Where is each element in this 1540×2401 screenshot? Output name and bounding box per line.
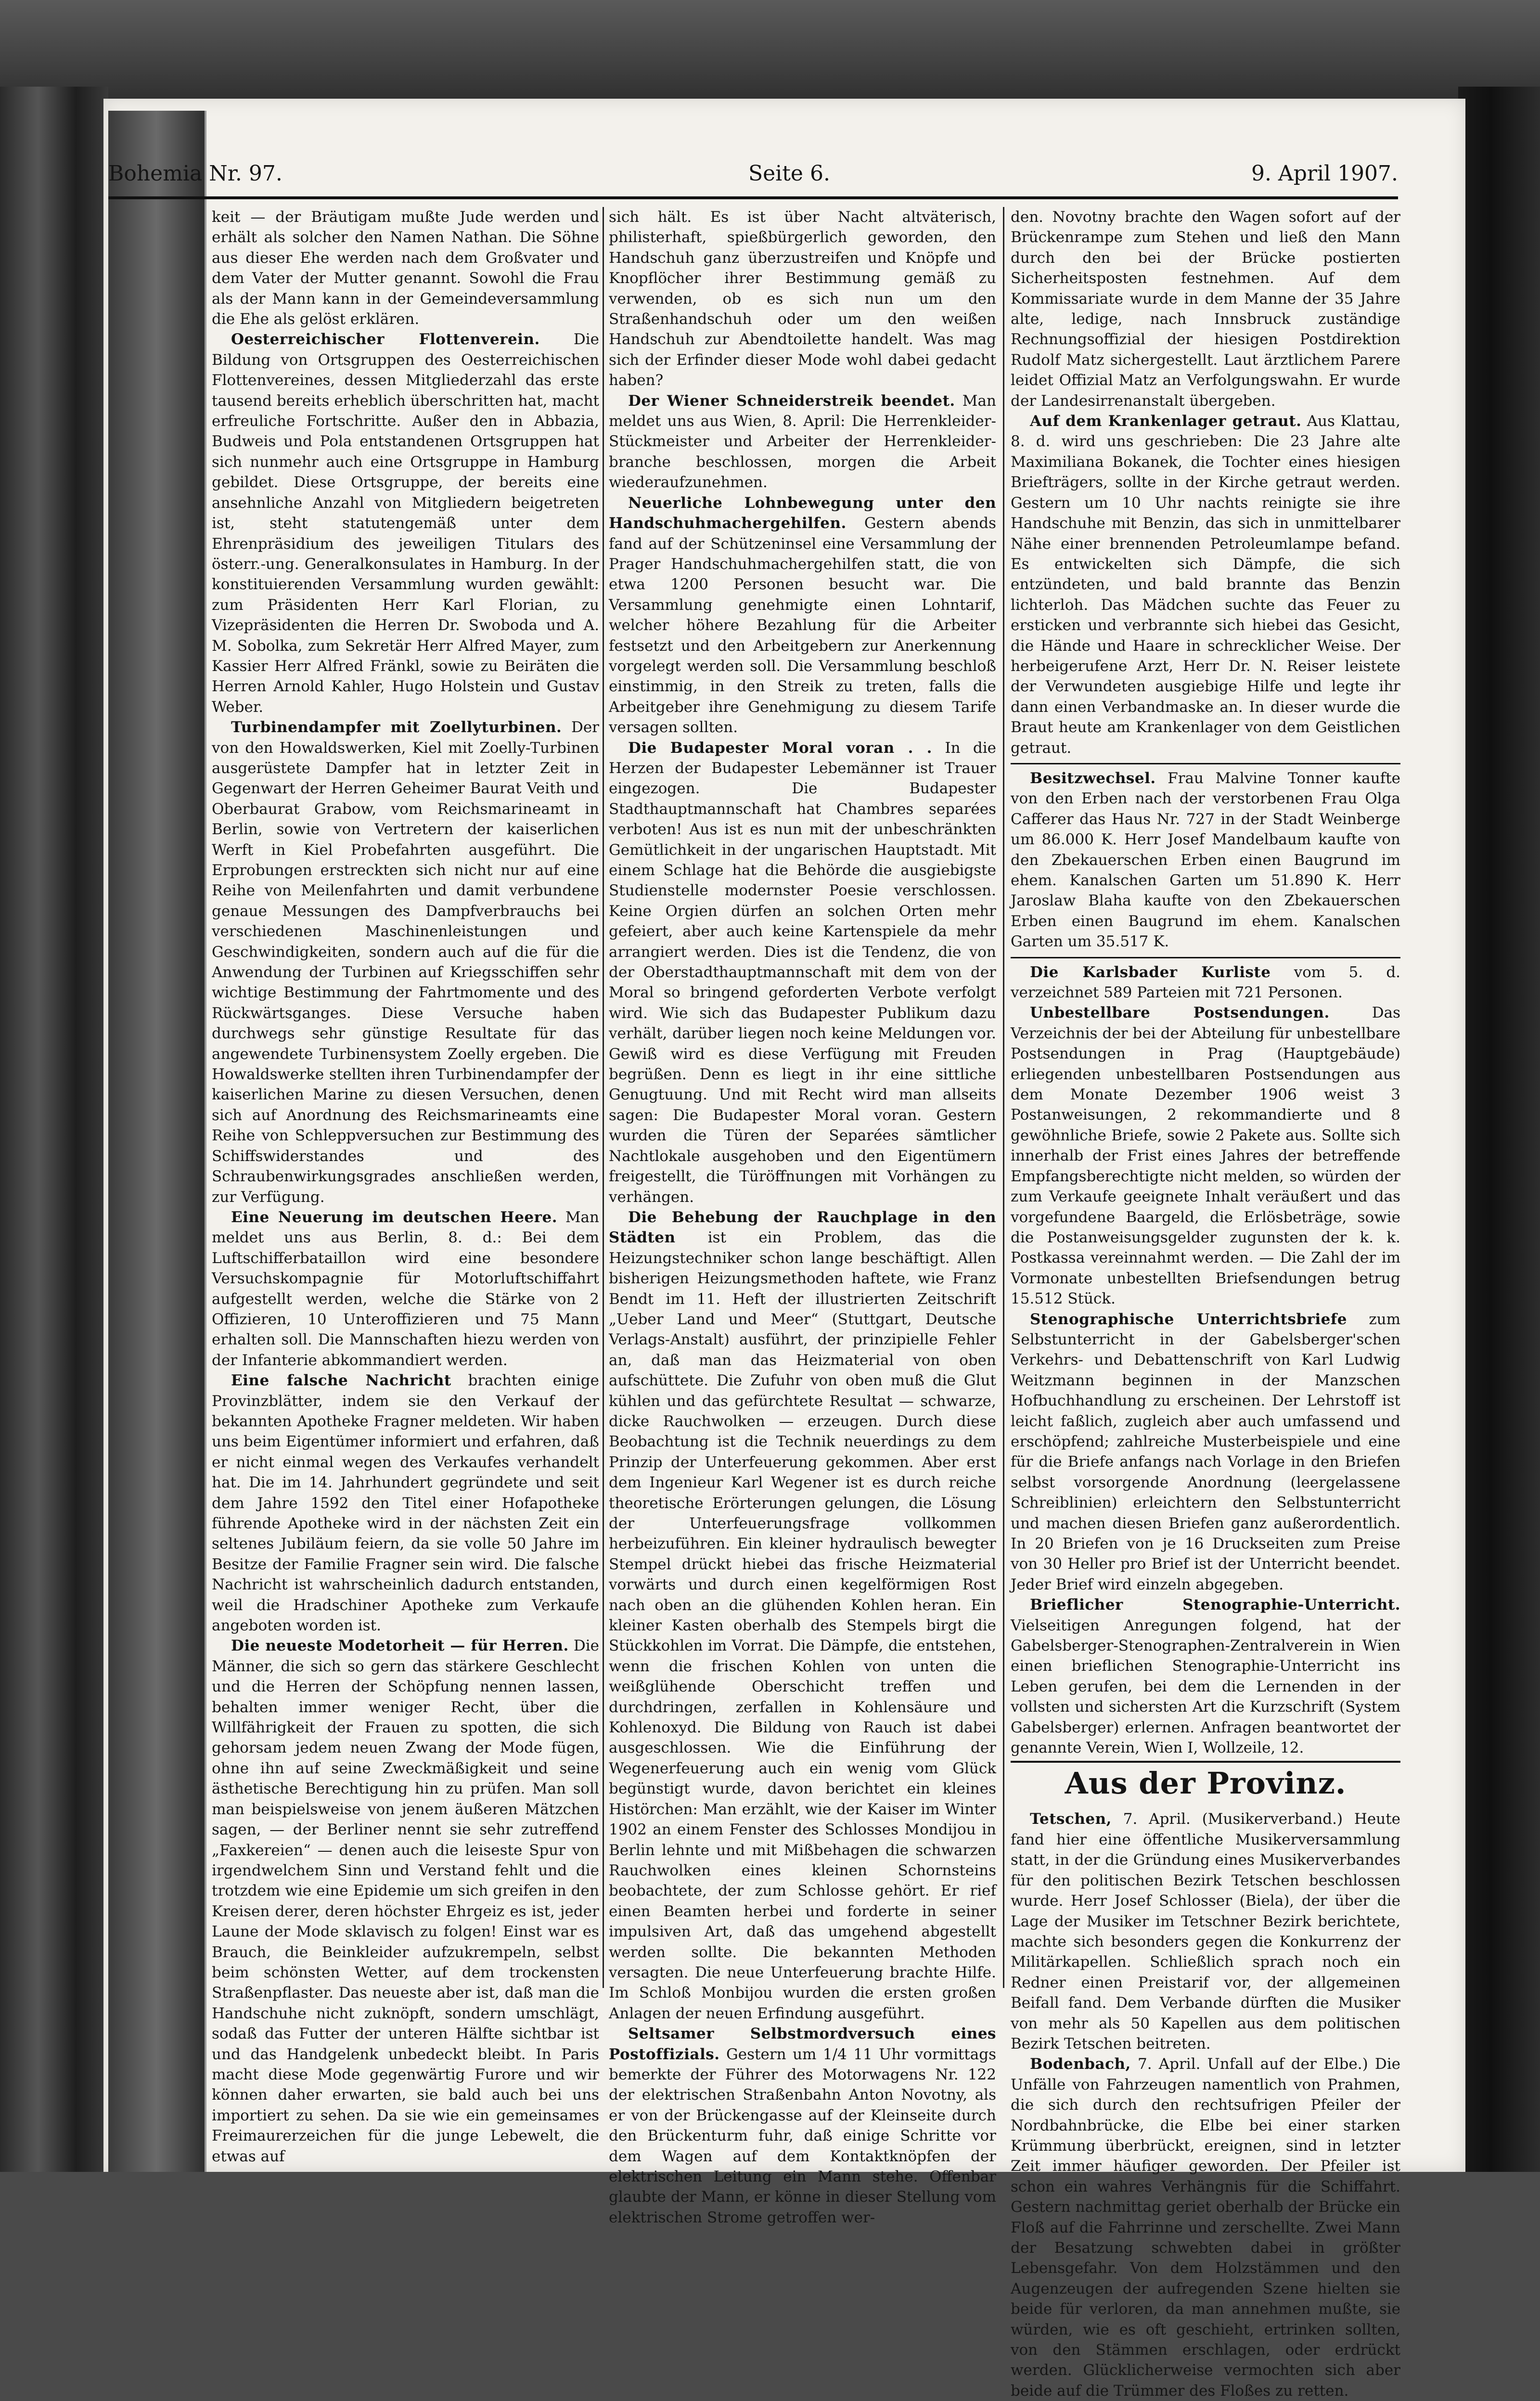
page-number: Seite 6. bbox=[748, 161, 830, 186]
article-body: Vielseitigen Anregungen folgend, hat der Gabelsberger-Stenographen-Zentralverein in Wien einen brieflichen Stenographie-Unterricht ins Leben gerufen, bei dem die Lernenden in der vollsten und sichersten Art die Kurzschrift (System Gabelsberger) erlernen. Anfragen beantwortet der genannte Verein, Wien I, Wollzeile, 12. bbox=[1011, 1616, 1400, 1757]
section-heading: Aus der Provinz. bbox=[1011, 1761, 1400, 1804]
article-budapester-moral bbox=[609, 738, 996, 1207]
page-binding-edge bbox=[108, 111, 205, 2172]
article-body: Man meldet uns aus Wien, 8. April: Die Herrenkleider-Stückmeister und Arbeiter der Herrenkleider-branche beschlossen, morgen die Arbeit wiederaufzunehmen. bbox=[609, 392, 996, 491]
section-rule bbox=[1011, 763, 1400, 764]
article-headline: Die Behebung der Rauchplage in den Städten bbox=[609, 1208, 996, 1247]
column-2 bbox=[609, 207, 997, 2226]
scanner-background-top bbox=[0, 0, 1540, 111]
article-headline: Stenographische Unterrichtsbriefe bbox=[1030, 1310, 1347, 1328]
article-postsendungen bbox=[1011, 1003, 1400, 1309]
article-rauchplage bbox=[609, 1207, 996, 2024]
article-bodenbach bbox=[1011, 2054, 1400, 2401]
article-headline: Brieflicher Stenographie-Unterricht. bbox=[1030, 1596, 1400, 1614]
article-headline: Oesterreichischer Flottenverein. bbox=[231, 331, 540, 349]
article-body: brachten einige Provinzblätter, indem sie den Verkauf der bekannten Apotheke Fragner meldeten. Wir haben uns beim Eigentümer informiert und erfahren, daß er nicht einmal wegen des Verkaufes verhandelt hat. Die im 14. Jahrhundert gegründete und seit dem Jahre 1592 den Titel einer Hofapotheke führende Apotheke wird in der nächsten Zeit ein seltenes Jubiläum feiern, da sie volle 50 Jahre im Besitze der Familie Fragner sein wird. Die falsche Nachricht ist wahrscheinlich dadurch entstanden, weil die Hradschiner Apotheke zum Verkaufe angeboten worden ist. bbox=[212, 1372, 599, 1635]
article-headline: Die Budapester Moral voran . . bbox=[628, 739, 932, 757]
article-headline: Auf dem Krankenlager getraut. bbox=[1030, 413, 1302, 430]
article-lohnbewegung bbox=[609, 493, 996, 738]
article-selbstmordversuch bbox=[609, 2024, 996, 2228]
issue-date: 9. April 1907. bbox=[1251, 161, 1398, 186]
article-heer bbox=[212, 1207, 599, 1370]
article-headline: Eine falsche Nachricht bbox=[231, 1372, 451, 1390]
article-besitzwechsel bbox=[1011, 768, 1400, 952]
article-body: Gestern abends fand auf der Schützeninsel eine Versammlung der Prager Handschuhmachergehilfen statt, die von etwa 1200 Personen besucht war. Die Versammlung genehmigte einen Lohntarif, welcher höhere Bezahlung für die Arbeiter festsetzt und den Arbeitgebern zur Anerkennung vorgelegt werden soll. Die Versammlung beschloß einstimmig, in den Streik zu treten, falls die Arbeitgeber ihre Genehmigung zu diesem Tarife versagen sollten. bbox=[609, 515, 996, 736]
article-headline: Der Wiener Schneiderstreik beendet. bbox=[628, 392, 955, 410]
page-header bbox=[108, 156, 1398, 195]
article-stenographie-unterricht bbox=[1011, 1595, 1400, 1758]
article-body: Man meldet uns aus Berlin, 8. d.: Bei dem Luftschifferbataillon wird eine besondere Versuchskompagnie für Motorluftschiffahrt aufgestellt werden, welche die Stärke von 2 Offizieren, 10 Unteroffizieren und 75 Mann erhalten soll. Die Mannschaften hiezu werden von der Infanterie abkommandiert werden. bbox=[212, 1208, 600, 1369]
article-headline: Turbinendampfer mit Zoellyturbinen. bbox=[231, 719, 562, 736]
column-1 bbox=[212, 207, 600, 2165]
article-body: 7. April. (Musikerverband.) Heute fand hier eine öffentliche Musikerversammlung statt, in der die Gründung eines Musikerverbandes für den politischen Bezirk Tetschen beschlossen wurde. Herr Josef Schlosser (Biela), der über die Lage der Musiker im Tetschner Bezirk berichtete, machte sich besonders gegen die Konkurrenz der Militärkapellen. Schließlich sprach noch ein Redner einen Preistarif vor, der allgemeinen Beifall fand. Dem Verbande dürften die Musiker von mehr als 50 Kapellen aus dem politischen Bezirk Tetschen beitreten. bbox=[1011, 1810, 1401, 2052]
article-schneiderstreik bbox=[609, 391, 996, 493]
newspaper-title: Bohemia Nr. 97. bbox=[108, 161, 282, 186]
article-body: vom 5. d. verzeichnet 589 Parteien mit 721 Personen. bbox=[1011, 963, 1401, 1002]
article-body: ist ein Problem, das die Heizungstechniker schon lange beschäftigt. Allen bisherigen Heizungsmethoden haftete, wie Franz Bendt im 11. Heft der illustrierten Zeitschrift „Ueber Land und Meer“ (Stuttgart, Deutsche Verlags-Anstalt) ausführt, der prinzipielle Fehler an, daß man das Heizmaterial von oben aufschüttete. Die Zufuhr von oben muß die Glut kühlen und das gefürchtete Resultat — schwarze, dicke Rauchwolken — erzeugen. Durch diese Beobachtung ist die Technik neuerdings zu dem Prinzip der Unterfeuerung gekommen. Aber erst dem Ingenieur Karl Wegener ist es durch reiche theoretische Erörterungen gelungen, die Lösung der Unterfeuerungsfrage vollkommen herbeizuführen. Ein kleiner hydraulisch bewegter Stempel drückt hiebei das frische Heizmaterial vorwärts und durch einen kegelförmigen Rost nach oben an die glühenden Kohlen heran. Ein kleiner Kasten oberhalb des Stempels birgt die Stückkohlen im Vorrat. Die Dämpfe, die entstehen, wenn die frischen Kohlen von unten die weißglühende Oberschicht treffen und durchdringen, zerfallen in Kohlensäure und Kohlenoxyd. Die Bildung von Rauch ist dabei ausgeschlossen. Wie die Einführung der Wegenerfeuerung auch ein wenig vom Glück begünstigt wurde, davon berichtet ein kleines Histörchen: Man erzählt, wie der Kaiser im Winter 1902 an einem Fenster des Schlosses Mondijou in Berlin lehnte und mit Mißbehagen die schwarzen Rauchwolken eines kleinen Schornsteins beobachtete, der zum Schlosse gehört. Er rief einen Beamten herbei und forderte in seiner impulsiven Art, daß das umgehend abgestellt werden sollte. Die bekannten Methoden versagten. Die neue Unterfeuerung brachte Hilfe. Im Schloß Monbijou wurden die ersten großen Anlagen der neuen Erfindung ausgeführt. bbox=[609, 1229, 996, 2022]
article-body: Gestern um 1/4 11 Uhr vormittags bemerkte der Führer des Motorwagens Nr. 122 der elektrischen Straßenbahn Anton Novotny, als er von der Brückengasse auf der Kleinseite durch den Brückenturm fuhr, daß einige Schritte vor dem Wagen auf dem Kontaktknöpfen der elektrischen Leitung ein Mann stehe. Offenbar glaubte der Mann, er könne in dieser Stellung vom elektrischen Strome getroffen wer- bbox=[609, 2045, 996, 2226]
article-continuation: den. Novotny brachte den Wagen sofort auf der Brückenrampe zum Stehen und ließ den Mann durch den bei der Brücke postierten Sicherheitsposten festnehmen. Auf dem Kommissariate wurde in dem Manne der 35 Jahre alte, ledige, nach Innsbruck zuständige Rechnungsoffizial der hiesigen Postdirektion Rudolf Matz sichergestellt. Laut ärztlichem Parere leidet Offizial Matz an Verfolgungswahn. Er wurde der Landesirrenanstalt übergeben. bbox=[1011, 208, 1400, 410]
scanner-background-left bbox=[0, 87, 108, 2172]
article-headline: Besitzwechsel. bbox=[1030, 769, 1156, 787]
column-3 bbox=[1011, 207, 1401, 2400]
article-headline: Bodenbach, bbox=[1030, 2055, 1131, 2073]
article-headline: Tetschen, bbox=[1030, 1810, 1112, 1828]
article-headline: Die Karlsbader Kurliste bbox=[1030, 963, 1271, 981]
article-flottenverein bbox=[212, 329, 599, 717]
article-body: In die Herzen der Budapester Lebemänner ist Trauer eingezogen. Die Budapester Stadthauptmannschaft hat Chambres separées verboten! Aus ist es nun mit der unbeschränkten Gemütlichkeit in der ungarischen Hauptstadt. Mit einem Schlage hat die Behörde die ausgiebigste Studienstelle modernster Poesie verschlossen. Keine Orgien dürfen an solchen Orten mehr gefeiert, aber auch keine Kartenspiele da mehr arrangiert werden. Dies ist die Tendenz, die von der Oberstadthauptmannschaft mit dem von der Moral so bringend geforderten Verbote verfolgt wird. Wie sich das Budapester Publikum dazu verhält, darüber liegen noch keine Meldungen vor. Gewiß wird es diese Verfügung mit Freuden begrüßen. Denn es liegt in ihr eine sittliche Genugtuung. Und mit Recht wird man allseits sagen: Die Budapester Moral voran. Gestern wurden die Türen der Separées sämtlicher Nachtlokale ausgehoben und den Eigentümern freigestellt, die Türöffnungen mit Vorhängen zu verhängen. bbox=[609, 739, 997, 1206]
column-divider-2 bbox=[1003, 207, 1004, 1988]
article-turbinendampfer bbox=[212, 717, 599, 1207]
scanner-background-right bbox=[1458, 87, 1540, 2172]
article-body: zum Selbstunterricht in der Gabelsberger'schen Verkehrs- und Debattenschrift von Karl Ludwig Weitzmann beginnen in der Manzschen Hofbuchhandlung zu erscheinen. Der Lehrstoff ist leicht faßlich, zugleich aber auch umfassend und erschöpfend; zahlreiche Musterbeispiele und eine für die Briefe anfangs nach Vorlage in den Briefen selbst vorsorgende Anordnung (leergelassene Schreiblinien) erleichtern den Selbstunterricht und machen diesen Briefen ganz außerordentlich. In 20 Briefen von je 16 Druckseiten zum Preise von 30 Heller pro Brief ist der Unterricht beendet. Jeder Brief wird einzeln abgegeben. bbox=[1011, 1310, 1401, 1593]
article-headline: Eine Neuerung im deutschen Heere. bbox=[231, 1208, 558, 1226]
page-edge-line bbox=[205, 111, 206, 2172]
article-headline: Seltsamer Selbstmordversuch eines Postoffizials. bbox=[609, 2025, 996, 2063]
article-body: Aus Klattau, 8. d. wird uns geschrieben: Die 23 Jahre alte Maximiliana Bokanek, die Tochter eines hiesigen Briefträgers, sollte in der Kirche getraut werden. Gestern um 10 Uhr nachts reinigte sie ihre Handschuhe mit Benzin, das sich in unmittelbarer Nähe einer brennenden Petroleumlampe befand. Es entwickelten sich Dämpfe, die sich entzündeten, und bald brannte das Benzin lichterloh. Das Mädchen suchte das Feuer zu ersticken und verbrannte sich hiebei das Gesicht, die Hände und Haare in schrecklicher Weise. Der herbeigerufene Arzt, Herr Dr. N. Reiser leistete der Verwundeten ausgiebige Hilfe und legte ihr dann einen Verbandmaske an. In dieser wurde die Braut heute am Krankenlager von dem Geistlichen getraut. bbox=[1011, 413, 1401, 757]
article-body: Der von den Howaldswerken, Kiel mit Zoelly-Turbinen ausgerüstete Dampfer hat in letzter Zeit in Gegenwart der Herren Geheimer Baurat Veith und Oberbaurat Grabow, vom Reichsmarineamt in Berlin, sowie von Vertretern der kaiserlichen Werft in Kiel Probefahrten ausgeführt. Die Erprobungen erstreckten sich nicht nur auf eine Reihe von Meilenfahrten und damit verbundene genaue Messungen des Dampfverbrauchs bei verschiedenen Maschinenleistungen und Geschwindigkeiten, sondern auch auf die für die Anwendung der Turbinen auf Kriegsschiffen sehr wichtige Bestimmung der Fahrtmomente und des Rückwärtsganges. Diese Versuche haben durchwegs sehr günstige Resultate für das angewendete Turbinensystem Zoelly ergeben. Die Howaldswerke stellten ihren Turbinendampfer der kaiserlichen Marine zu diesen Versuchen, denen sich auf Anordnung des Reichsmarineamts eine Reihe von Schleppversuchen zur Bestimmung des Schiffswiderstandes und des Schraubenwirkungsgrades anschließen werden, zur Verfügung. bbox=[212, 719, 599, 1206]
article-body: Die Männer, die sich so gern das stärkere Geschlecht und die Herren der Schöpfung nennen lassen, behalten immer weniger Recht, über die Willfährigkeit der Frauen zu spotten, die sich gehorsam jedem neuen Zwang der Mode fügen, ohne ihn auf seine Zweckmäßigkeit und seine ästhetische Berechtigung hin zu prüfen. Man soll man beispielsweise von jenem äußeren Mätzchen sagen, — der Berliner nennt sie sehr zutreffend „Faxkereien“ — denen auch die leiseste Spur von irgendwelchem Sinn und Verstand fehlt und die trotzdem wie eine Epidemie um sich greifen in den Kreisen derer, deren höchster Ehrgeiz es ist, jeder Laune der Mode sklavisch zu folgen! Einst war es Brauch, die Beinkleider aufzukrempeln, selbst beim schönsten Wetter, auf dem trockensten Straßenpflaster. Das neueste aber ist, daß man die Handschuhe nicht zuknöpft, sondern umschlägt, sodaß das Futter der unteren Hälfte sichtbar ist und das Handgelenk unbedeckt bleibt. In Paris macht diese Mode gegenwärtig Furore und wir können daher erwarten, sie bald auch bei uns importiert zu sehen. Da sie wie ein gemeinsames Freimaurerzeichen für die junge Lebewelt, die etwas auf bbox=[212, 1637, 599, 2165]
article-headline: Neuerliche Lohnbewegung unter den Handschuhmachergehilfen. bbox=[609, 494, 996, 532]
article-tetschen bbox=[1011, 1809, 1400, 2054]
article-body: Die Bildung von Ortsgruppen des Oesterreichischen Flottenvereines, dessen Mitgliederzahl das erste tausend bereits erheblich überschritten hat, macht erfreuliche Fortschritte. Außer den in Abbazia, Budweis und Pola entstandenen Ortsgruppen hat sich nunmehr auch eine Ortsgruppe in Hamburg gebildet. Diese Ortsgruppe, der bereits eine ansehnliche Anzahl von Mitgliedern beigetreten ist, steht statutengemäß unter dem Ehrenpräsidium des jeweiligen Titulars des österr.-ung. Generalkonsulates in Hamburg. In der konstituierenden Versammlung wurden gewählt: zum Präsidenten Herr Karl Florian, zu Vizepräsidenten die Herren Dr. Swoboda und A. M. Sobolka, zum Sekretär Herr Alfred Mayer, zum Kassier Herr Alfred Fränkl, sowie zu Beiräten die Herren Arnold Kahler, Hugo Holstein und Gustav Weber. bbox=[212, 331, 599, 716]
article-kurliste bbox=[1011, 962, 1400, 1003]
column-divider-1 bbox=[603, 207, 604, 1988]
article-krankenlager bbox=[1011, 411, 1400, 758]
article-headline: Unbestellbare Postsendungen. bbox=[1030, 1004, 1330, 1022]
article-headline: Die neueste Modetorheit — für Herren. bbox=[231, 1637, 569, 1655]
article-body: Das Verzeichnis der bei der Abteilung für unbestellbare Postsendungen in Prag (Hauptgebäude) erliegenden unbestellbaren Postsendungen aus dem Monate Dezember 1906 weist 3 Postanweisungen, 2 rekommandierte und 8 gewöhnliche Briefe, sowie 2 Pakete aus. Sollte sich innerhalb der Frist eines Jahres der betreffende Empfangsberechtigte nicht melden, so würden der zum Verkaufe geeignete Inhalt veräußert und das vorgefundene Baargeld, die Erlösbeträge, sowie die Postanweisungsgelder zugunsten der k. k. Postkassa vereinnahmt werden. — Die Zahl der im Vormonate unbestellten Briefsendungen betrug 15.512 Stück. bbox=[1011, 1004, 1400, 1308]
article-falsche-nachricht bbox=[212, 1370, 599, 1636]
article-unterrichtsbriefe bbox=[1011, 1309, 1400, 1595]
article-continuation: sich hält. Es ist über Nacht altväterisch, philisterhaft, spießbürgerlich geworden, den Handschuh ganz überzustreifen und Knöpfe und Knopflöcher ihrer Bestimmung gemäß zu verwenden, ob es sich nun um den Straßenhandschuh oder um den weißen Handschuh zur Abendtoilette handelt. Was mag sich der Erfinder dieser Mode wohl dabei gedacht haben? bbox=[609, 208, 996, 389]
article-modetorheit bbox=[212, 1636, 599, 2167]
article-body: 7. April. Unfall auf der Elbe.) Die Unfälle von Fahrzeugen namentlich von Prahmen, die sich durch den rechtsufrigen Pfeiler der Nordbahnbrücke, die Elbe bei einer starken Krümmung überbrückt, ereignen, sind in letzter Zeit immer häufiger geworden. Der Pfeiler ist schon ein wahres Verhängnis für die Schiffahrt. Gestern nachmittag geriet oberhalb der Brücke ein Floß auf die Fahrrinne und zerschellte. Zwei Mann der Besatzung schwebten dabei in größter Lebensgefahr. Von dem Holzstämmen und den Augenzeugen der aufregenden Szene hielten sie beide für verloren, da man annehmen mußte, sie würden, wie es oft geschieht, ertrinken sollten, von den Stämmen erschlagen, oder erdrückt werden. Glücklicherweise vermochten sich aber beide auf die Trümmer des Floßes zu retten. bbox=[1011, 2055, 1400, 2400]
article-body: Frau Malvine Tonner kaufte von den Erben nach der verstorbenen Frau Olga Cafferer das Haus Nr. 727 in der Stadt Weinberge um 86.000 K. Herr Josef Mandelbaum kaufte von den Zbekauerschen Erben einen Baugrund im ehem. Kanalschen Garten um 51.890 K. Herr Jaroslaw Blaha kaufte von den Zbekauerschen Erben einen Baugrund im ehem. Kanalschen Garten um 35.517 K. bbox=[1011, 769, 1400, 951]
header-rule bbox=[108, 196, 1398, 199]
article-continuation: keit — der Bräutigam mußte Jude werden und erhält als solcher den Namen Nathan. Die Söhne aus dieser Ehe werden nach dem Großvater und dem Vater der Mutter genannt. Sowohl die Frau als der Mann kann in der Gemeindeversammlung die Ehe als gelöst erklären. bbox=[212, 208, 599, 328]
section-rule bbox=[1011, 957, 1400, 958]
